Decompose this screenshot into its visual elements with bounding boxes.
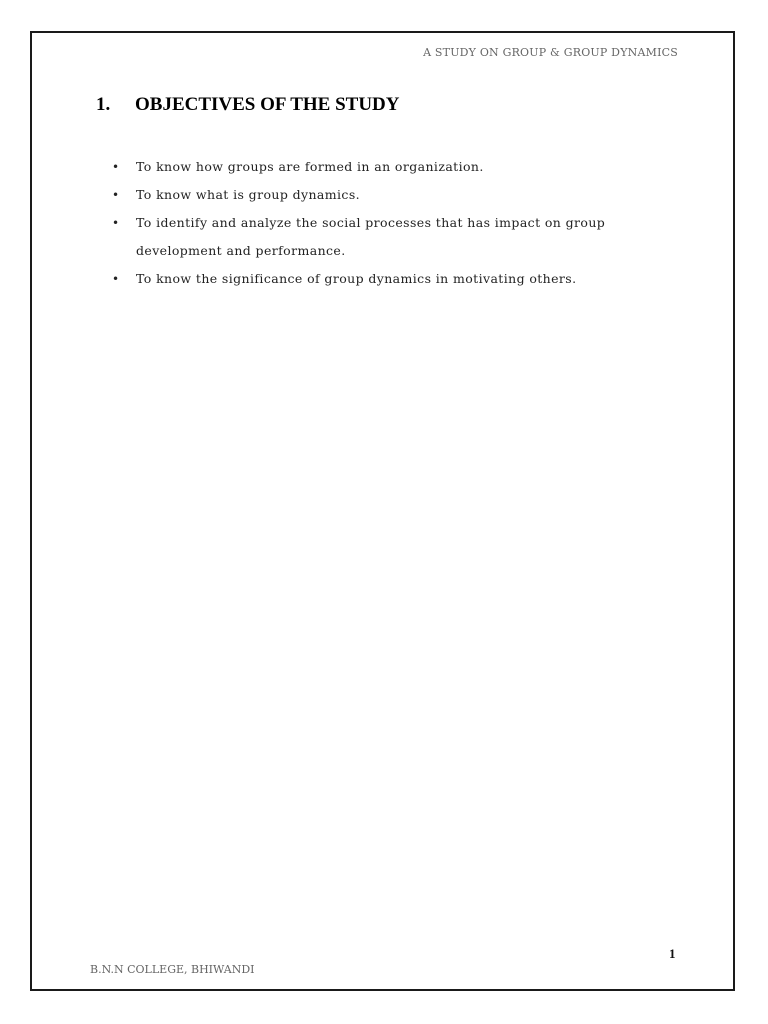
list-item bbox=[112, 181, 652, 209]
list-item bbox=[112, 265, 652, 293]
section-heading bbox=[96, 94, 400, 116]
bullet-icon: • bbox=[112, 216, 120, 230]
running-footer: B.N.N COLLEGE, BHIWANDI bbox=[90, 963, 255, 976]
list-item-text: To know the significance of group dynamics in motivating others. bbox=[136, 271, 577, 286]
objectives-list bbox=[112, 153, 652, 293]
section-title: OBJECTIVES OF THE STUDY bbox=[135, 94, 400, 115]
list-item-text: To know what is group dynamics. bbox=[136, 187, 361, 202]
bullet-icon: • bbox=[112, 272, 120, 286]
section-number: 1. bbox=[96, 94, 111, 115]
running-header: A STUDY ON GROUP & GROUP DYNAMICS bbox=[423, 46, 678, 59]
list-item bbox=[112, 153, 652, 181]
bullet-icon: • bbox=[112, 188, 120, 202]
list-item-text: To know how groups are formed in an organization. bbox=[136, 159, 484, 174]
bullet-icon: • bbox=[112, 160, 120, 174]
page-number: 1 bbox=[669, 946, 676, 961]
list-item-text: To identify and analyze the social processes that has impact on group development and performance. bbox=[136, 215, 606, 258]
list-item bbox=[112, 209, 652, 265]
